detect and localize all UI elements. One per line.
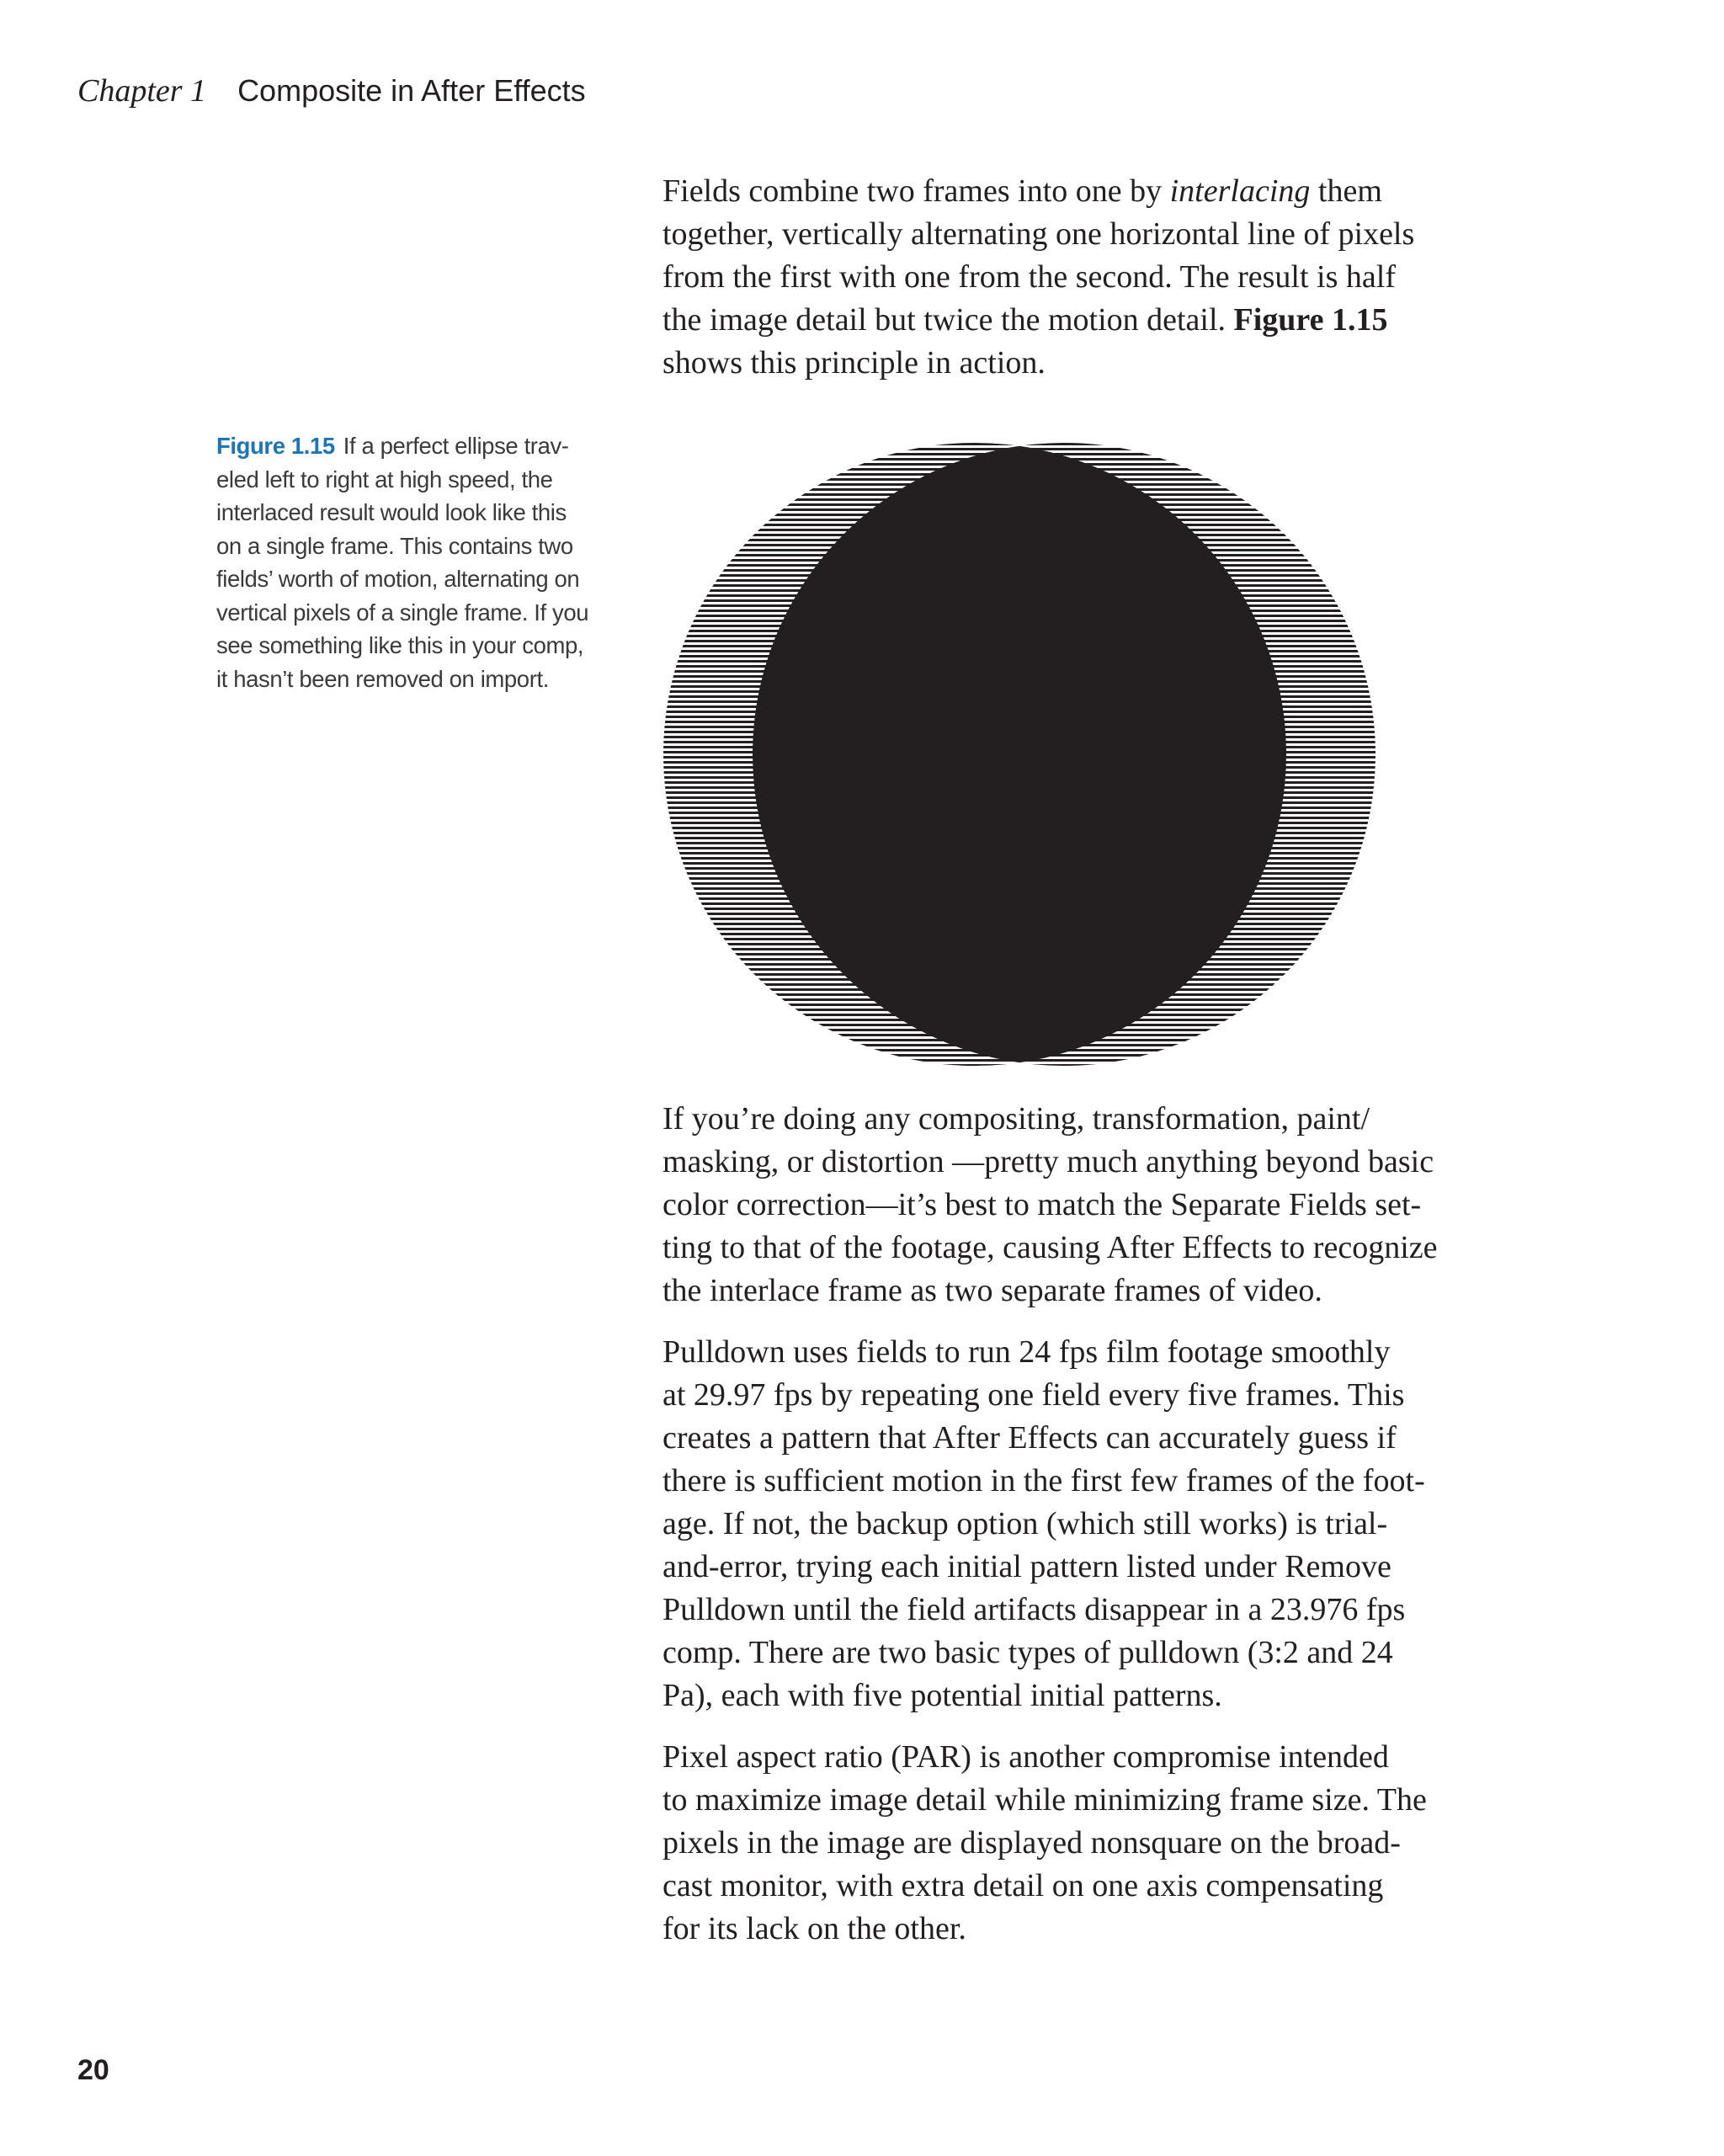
caption-line: eled left to right at high speed, the <box>216 466 553 492</box>
running-head <box>77 72 586 109</box>
text-line: shows this principle in action. <box>662 345 1046 381</box>
text-line: color correction—it’s best to match the Separate Fields set- <box>662 1187 1422 1222</box>
page-number: 20 <box>77 2054 109 2086</box>
text-line: and-error, trying each initial pattern listed under Remove <box>662 1549 1391 1584</box>
text-line: If you’re doing any compositing, transformation, paint/ <box>662 1101 1370 1137</box>
interlaced-ellipse-figure <box>662 433 1377 1073</box>
caption-line: see something like this in your comp, <box>216 632 584 658</box>
text-line: from the first with one from the second. The result is half <box>662 259 1396 295</box>
caption-line: it hasn’t been removed on import. <box>216 665 549 692</box>
emphasis-term: interlacing <box>1169 173 1311 209</box>
text-line: cast monitor, with extra detail on one axis compensating <box>662 1868 1384 1903</box>
intro-paragraph <box>662 170 1538 385</box>
text-line: masking, or distortion —pretty much anything beyond basic <box>662 1144 1434 1179</box>
text-line: pixels in the image are displayed nonsquare on the broad- <box>662 1825 1401 1861</box>
text-line: Pa), each with five potential initial patterns. <box>662 1678 1222 1713</box>
text-line: Pulldown until the field artifacts disappear in a 23.976 fps <box>662 1592 1406 1627</box>
paragraph-separate-fields <box>662 1098 1538 1312</box>
caption-line: Figure 1.15 If a perfect ellipse trav- <box>216 433 569 459</box>
text-line: Pixel aspect ratio (PAR) is another compromise intended <box>662 1739 1389 1775</box>
text-line: Pulldown uses fields to run 24 fps film footage smoothly <box>662 1334 1391 1370</box>
caption-line: fields’ worth of motion, alternating on <box>216 566 580 592</box>
text-line: age. If not, the backup option (which still works) is trial- <box>662 1506 1388 1541</box>
text-line: Fields combine two frames into one by interlacing them <box>662 173 1382 209</box>
text-line: together, vertically alternating one horizontal line of pixels <box>662 216 1415 252</box>
paragraph-pulldown <box>662 1331 1538 1717</box>
figure-label: Figure 1.15 <box>216 433 335 459</box>
text-line: at 29.97 fps by repeating one field every five frames. This <box>662 1377 1405 1413</box>
paragraph-pixel-aspect-ratio <box>662 1736 1538 1951</box>
text-line: comp. There are two basic types of pulldown (3:2 and 24 <box>662 1635 1393 1670</box>
text-line: for its lack on the other. <box>662 1911 966 1946</box>
figure-caption <box>216 429 620 695</box>
body-text <box>662 1098 1538 1951</box>
text-line: the image detail but twice the motion detail. Figure 1.15 <box>662 302 1388 338</box>
text-line: ting to that of the footage, causing After Effects to recognize <box>662 1230 1438 1265</box>
text-line: the interlace frame as two separate frames of video. <box>662 1273 1322 1308</box>
caption-line: interlaced result would look like this <box>216 499 567 525</box>
text-line: there is sufficient motion in the first few frames of the foot- <box>662 1463 1425 1499</box>
interlaced-ellipse-illustration <box>662 433 1377 1073</box>
text-line: creates a pattern that After Effects can accurately guess if <box>662 1420 1397 1456</box>
figure-reference: Figure 1.15 <box>1233 302 1388 338</box>
text-line: to maximize image detail while minimizing frame size. The <box>662 1782 1427 1818</box>
chapter-title: Composite in After Effects <box>237 73 586 108</box>
caption-line: vertical pixels of a single frame. If you <box>216 599 589 626</box>
caption-line: on a single frame. This contains two <box>216 532 573 559</box>
chapter-label: Chapter 1 <box>77 73 207 109</box>
